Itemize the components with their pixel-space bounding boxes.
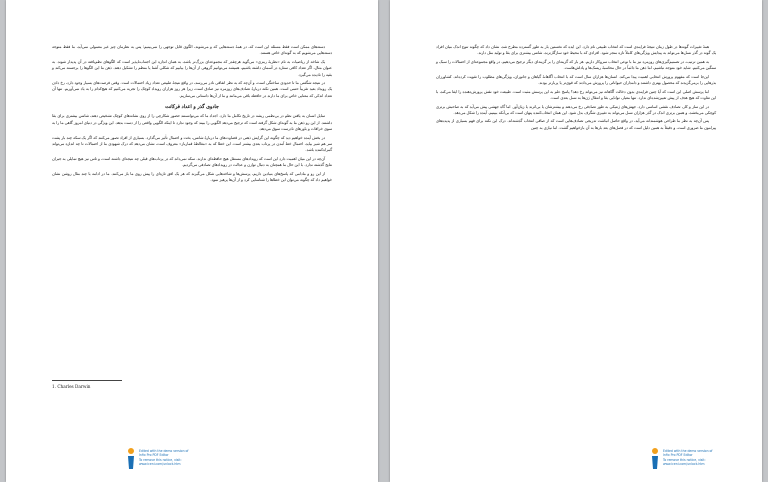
paragraph: آن‌چه در این میان اهمیت دارد این است که رویدادهای مستقل هیچ حافظه‌ای ندارند. سکه نمی‌داند که در پرتاب‌های قبلی چه نتیجه‌ای داشته است، و تاس نیز هیچ تمایلی به جبران نتایج گذشته ندارد. با این حال ما همچنان به دنبال توازن و عدالت در رویدادهای تصادفی می‌گردیم. xyxy=(52,156,332,168)
paragraph: تمایل انسان به یافتن نظم در بی‌نظمی ریشه در تاریخ تکامل ما دارد. اجداد ما که می‌توانستند حضور شکارچی را از روی نشانه‌های کوچک تشخیص دهند، شانس بیشتری برای بقا داشتند. از این رو ذهن ما به گونه‌ای شکل گرفته است که ترجیح می‌دهد الگویی را ببیند که وجود ندارد تا اینکه الگویی واقعی را از دست بدهد. این ویژگی در دنیای امروز گاهی ما را به سوی خرافات و باورهای نادرست سوق می‌دهد. xyxy=(52,114,332,132)
watermark-text: Edited with the demo version of Infix Pro PDF Editor To remove this notice, visit: www.iceni.com/unlock.htm xyxy=(139,449,189,466)
watermark-text: Edited with the demo version of Infix Pro PDF Editor To remove this notice, visit: www.iceni.com/unlock.htm xyxy=(663,449,713,466)
footnote-divider xyxy=(52,380,122,381)
footnote-text: Charles Darwin xyxy=(57,384,91,389)
page-text-column xyxy=(436,44,716,133)
footnote-marker: 1. xyxy=(52,384,58,389)
paragraph: در این ساز و کار، تصادف نقشی اساسی دارد. جهش‌های ژنتیکی به طور تصادفی رخ می‌دهند و بیشترشان یا بی‌اثرند یا زیان‌آور. اما گاه جهشی پیش می‌آید که به صاحبش برتری کوچکی می‌بخشد، و همین برتری اندک در گذر هزاران نسل می‌تواند به تغییری شگرف بدل شود. این همان انتخاب‌کننده پنهان است که بی‌آنکه ببینیم، آینده را شکل می‌دهد. xyxy=(436,104,716,115)
paragraph: به همین ترتیب، در تصمیم‌گیری‌های روزمره نیز ما با نوعی انتخاب سروکار داریم. هر بار که گزینه‌ای را بر گزینه‌ای دیگر ترجیح می‌دهیم، در واقع مجموعه‌ای از احتمالات را سبک و سنگین می‌کنیم. شاید خود متوجه نباشیم، اما ذهن ما دائماً در حال محاسبهٔ ریسک‌ها و پاداش‌هاست. xyxy=(436,59,716,71)
page-text-column xyxy=(52,44,332,186)
document-page-left xyxy=(6,0,378,482)
editor-watermark xyxy=(124,447,189,473)
paragraph: دسته‌های ممکن است فقط مسئله این است که، در همهٔ دسته‌هایی که و می‌شوند، الگوی قابل توجهی را نمی‌بینیم؛ پس به نظرمان چیز غیر معمولی نمی‌آید، ما فقط متوجه دسته‌هایی می‌شویم که به گونه‌ای خاص هستند. xyxy=(52,45,332,56)
section-heading: جادوی گذر و اعداد فرکانت xyxy=(165,104,219,111)
paragraph: در نتیجه شگفتی ما تا حدودی ساختگی است، و آن‌چه که به نظر اتفاقی نادر می‌رسد، در واقع نتیجهٔ طبیعی تعداد زیاد احتمالات است. وقتی فرصت‌های بسیار وجود دارد، رخ دادن یک رویداد بعید تقریباً حتمی است. همین نکته دربارهٔ تصادف‌های روزمره نیز صادق است، زیرا هر روز هزاران رویداد کوچک را تجربه می‌کنیم که هیچ‌کدام را به یاد نمی‌آوریم. تنها آن تعداد اندکی که معنایی خاص برای ما دارند در حافظه باقی می‌مانند و ما از آن‌ها داستانی می‌سازیم. xyxy=(52,81,332,98)
paragraph: در بخش آینده خواهیم دید که چگونه این گرایش ذهنی در قضاوت‌های ما دربارهٔ شانس، بخت و احتمال تأثیر می‌گذارد. بسیاری از افراد تصور می‌کنند که اگر یک سکه چند بار پشت سر هم شیر بیاید، احتمال خط آمدن در پرتاب بعدی بیشتر است. این خطا که به «مغالطهٔ قمارباز» معروف است، نشان می‌دهد که درک شهودی ما از احتمالات تا چه اندازه می‌تواند گمراه‌کننده باشد. xyxy=(52,135,332,153)
infix-logo-icon xyxy=(124,447,138,471)
paragraph: اما پرسش اصلی این است که آیا چنین فرایندی بدون دخالت آگاهانه نیز می‌تواند رخ دهد؟ پاسخ علم به این پرسش مثبت است. طبیعت خود نقش پرورش‌دهنده را ایفا می‌کند، با این تفاوت که هیچ هدف از پیش تعیین‌شده‌ای ندارد. تنها معیار، توانایی بقا و انتقال ژن‌ها به نسل بعدی است. xyxy=(436,89,716,100)
document-page-right xyxy=(390,0,762,482)
paragraph: این‌جا است که مفهوم پرورش انتخابی اهمیت پیدا می‌کند. انسان‌ها هزاران سال است که با انتخاب آگاهانهٔ گیاهان و جانوران، ویژگی‌های مطلوب را تقویت کرده‌اند. کشاورزان بذرهایی را برمی‌گزیدند که محصول بهتری داشتند و دامداران حیواناتی را پرورش می‌دادند که قوی‌تر یا پربارتر بودند. xyxy=(436,74,716,86)
paragraph: همهٔ تغییرات گونه‌ها در طول زمان نتیجهٔ فرایندی است که انتخاب طبیعی نام دارد. این ایده که نخستین بار به طور گسترده مطرح شد، نشان داد که چگونه تنوع اندک میان افراد یک گونه در گذر نسل‌ها می‌تواند به پیدایش ویژگی‌های کاملاً تازه منجر شود. افرادی که با محیط خود سازگارترند، شانس بیشتری برای بقا و تولید مثل دارند. xyxy=(436,45,716,56)
footnote xyxy=(52,384,91,389)
editor-watermark xyxy=(648,447,713,473)
paragraph: یک شاخه از ریاضیات به نام «نظریهٔ رمزی» می‌گوید هرچقدر که مجموعه‌ای بزرگ‌تر باشد، به همان اندازه این اجتناب‌ناپذیر است که الگوهای نظم‌یافته در آن پدیدار شوند. به عنوان مثال، اگر تعداد کافی ستاره در آسمان داشته باشیم، همیشه می‌توانیم گروهی از آن‌ها را بیابیم که شکلی آشنا یا منظم را تشکیل دهند. ذهن ما این الگوها را برجسته می‌کند و بقیه را نادیده می‌گیرد. xyxy=(52,59,332,77)
paragraph: از این رو و مادامی که پاسخ‌های بنیادین داریم، پرسش‌ها و شاخه‌هایی شکل می‌گیرند که هر یک افق تازه‌ای را پیش روی ما باز می‌کنند. ما در ادامه با چند مثال روشن نشان خواهیم داد که چگونه می‌توان این خطاها را شناسایی کرد و از آن‌ها پرهیز نمود. xyxy=(52,171,332,183)
paragraph: پس آن‌چه به نظر ما طراحی هوشمندانه می‌آید، در واقع حاصل انباشت تدریجی تصادف‌هایی است که از صافی انتخاب گذشته‌اند. درک این نکته برای فهم بسیاری از پدیده‌های پیرامون ما ضروری است، و دقیقاً به همین دلیل است که در فصل‌های بعد بارها به آن بازخواهیم گشت. اما نیازی به چنین xyxy=(436,119,716,130)
infix-logo-icon xyxy=(648,447,662,471)
